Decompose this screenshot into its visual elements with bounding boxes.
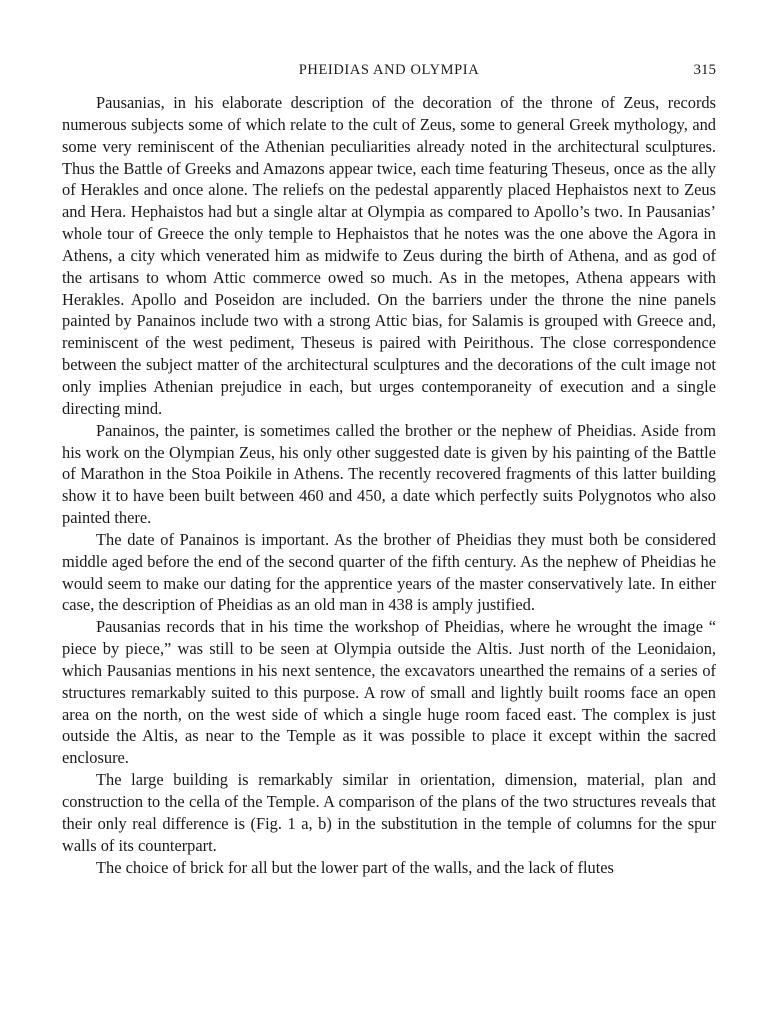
- book-page: [62, 58, 716, 878]
- running-title: PHEIDIAS AND OLYMPIA: [298, 62, 480, 78]
- paragraph-panainos-painter: Panainos, the painter, is sometimes called the brother or the nephew of Pheidias. Aside from his work on the Olympian Zeus, his only other suggested date is given by his painting of the Battle of Marathon in the Stoa Poikile in Athens. The recently recovered fragments of this latter building show it to have been built between 460 and 450, a date which perfectly suits Polygnotos who also painted there.: [62, 420, 716, 528]
- paragraph-large-building: The large building is remarkably similar in orientation, dimension, material, plan and construction to the cella of the Temple. A comparison of the plans of the two structures reveals that their only real difference is (Fig. 1 a, b) in the substitution in the temple of columns for the spur walls of its counterpart.: [62, 770, 716, 855]
- paragraph-choice-of-brick: The choice of brick for all but the lower part of the walls, and the lack of flutes: [96, 857, 614, 877]
- running-head: [62, 58, 716, 88]
- paragraph-workshop-of-pheidias: Pausanias records that in his time the workshop of Pheidias, where he wrought the image “ piece by piece,” was still to be seen at Olympia outside the Altis. Just north of the Leonidaion, which Pausanias mentions in his next sentence, the excavators unearthed the remains of a series of structures remarkably suited to this purpose. A row of small and lightly built rooms face an open area on the north, on the west side of which a single huge room faced east. The complex is just outside the Altis, as near to the Temple as it was possible to place it except within the sacred enclosure.: [62, 617, 716, 768]
- page-number: 315: [693, 62, 716, 78]
- body-text: [62, 92, 716, 878]
- paragraph-date-of-panainos: The date of Panainos is important. As the brother of Pheidias they must both be considered middle aged before the end of the second quarter of the fifth century. As the nephew of Pheidias he would seem to make our dating for the apprentice years of the master conservatively late. In either case, the description of Pheidias as an old man in 438 is amply justified.: [62, 529, 716, 615]
- paragraph-throne-of-zeus: Pausanias, in his elaborate description of the decoration of the throne of Zeus, records numerous subjects some of which relate to the cult of Zeus, some to general Greek mythology, and some very reminiscent of the Athenian peculiarities already noted in the architectural sculptures. Thus the Battle of Greeks and Amazons appear twice, each time featuring Theseus, once as the ally of Herakles and once alone. The reliefs on the pedestal apparently placed Hephaistos next to Zeus and Hera. Hephaistos had but a single altar at Olympia as compared to Apollo’s two. In Pausanias’ whole tour of Greece the only temple to Hephaistos that he notes was the one above the Agora in Athens, a city which venerated him as midwife to Zeus during the birth of Athena, and as god of the artisans to whom Attic commerce owed so much. As in the metopes, Athena appears with Herakles. Apollo and Poseidon are included. On the barriers under the throne the nine panels painted by Panainos include two with a strong Attic bias, for Salamis is grouped with Greece and, reminiscent of the west pediment, Theseus is paired with Peirithous. The close correspondence between the subject matter of the architectural sculptures and the decorations of the cult image not only implies Athenian prejudice in each, but urges contemporaneity of execution and a single directing mind.: [62, 93, 716, 418]
